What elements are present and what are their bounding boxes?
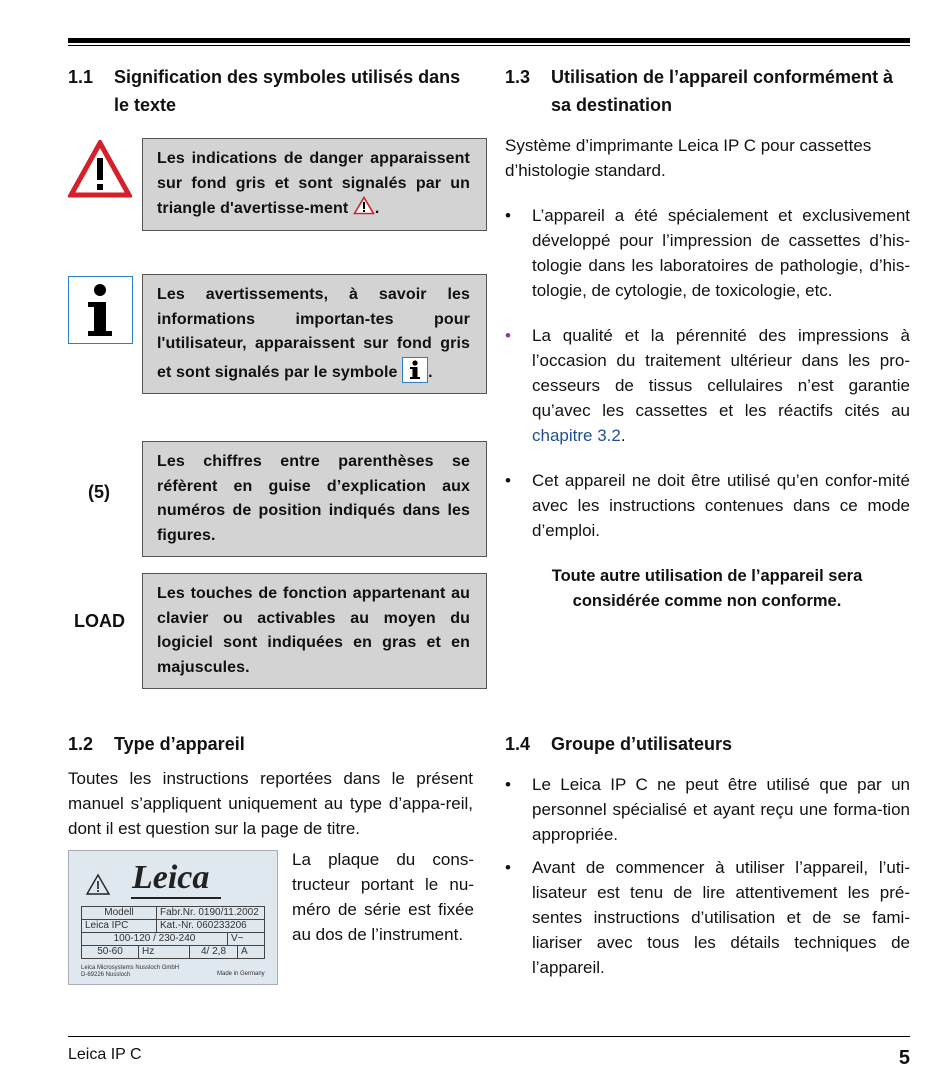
keys-example-label: LOAD	[74, 611, 125, 631]
numbers-note-box: Les chiffres entre parenthèses se réfèrent en guise d’explication aux numéros de position indiqués dans les figures.	[142, 441, 487, 557]
section-1-3-list-2	[505, 323, 910, 448]
top-rule-thin	[68, 45, 910, 46]
danger-triangle-small-icon	[353, 196, 375, 215]
footer-product-name: Leica IP C	[68, 1046, 142, 1063]
section-1-2-heading: 1.2 Type d’appareil	[68, 734, 245, 754]
section-1-4-list	[505, 772, 910, 980]
danger-note-box: Les indications de danger apparaissent sur fond gris et sont signalés par un triangle d'avertisse-ment .	[142, 138, 487, 231]
list-item: • La qualité et la pérennité des impressions à l’occasion du traitement ultérieur dans les pro-cesseurs de tissus cellulaires n’est garantie qu’avec les cassettes et les réactifs cités au chapitre 3.2.	[505, 326, 910, 445]
list-item: • Cet appareil ne doit être utilisé qu’en confor-mité avec les instructions contenues dans ce mode d’emploi.	[505, 471, 910, 540]
nameplate-origin: Made in Germany	[217, 971, 265, 977]
top-rule	[68, 38, 910, 43]
chapter-link[interactable]: chapitre 3.2	[532, 426, 621, 445]
nameplate-manufacturer: Leica Microsystems Nussloch GmbH D-69226 Nussloch	[81, 965, 180, 978]
section-1-4-heading: 1.4 Groupe d’utilisateurs	[505, 734, 733, 754]
section-1-3-intro: Système d’imprimante Leica IP C pour cassettes d’histologie standard.	[505, 136, 872, 180]
info-small-icon	[402, 357, 428, 383]
nameplate-image	[68, 850, 278, 985]
keys-note-box: Les touches de fonction appartenant au clavier ou activables au moyen du logiciel sont indiquées en gras et en majuscules.	[142, 573, 487, 689]
numbers-example-label: (5)	[88, 482, 110, 502]
section-1-2-paragraph: Toutes les instructions reportées dans le présent manuel s’appliquent uniquement au type d’appa-reil, dont il est question sur la page de titre.	[68, 769, 473, 838]
logo-underline	[131, 897, 221, 899]
nameplate-row: 50-60 Hz 4/ 2,8 A	[82, 946, 264, 958]
nameplate-table	[81, 906, 265, 959]
section-1-3-list	[505, 203, 910, 303]
leica-logo: Leica	[132, 859, 210, 896]
nameplate-paragraph: La plaque du cons-tructeur portant le nu-méro de série est fixée au dos de l’instrument.	[292, 850, 474, 944]
warning-triangle-icon	[85, 873, 111, 896]
nameplate-row: Modell Fabr.Nr. 0190/11.2002	[82, 907, 264, 920]
nameplate-row: 100-120 / 230-240 V~	[82, 933, 264, 946]
list-item: • Le Leica IP C ne peut être utilisé que par un personnel spécialisé et ayant reçu une forma-tion appropriée.	[505, 775, 910, 844]
danger-triangle-icon	[68, 140, 132, 198]
list-item: • L’appareil a été spécialement et exclusivement développé pour l’impression de cassettes d’his-tologie dans les laboratoires de pathologie, d’his-tologie, de cytologie, de toxicologie, etc.	[505, 206, 910, 300]
footer-rule	[68, 1036, 910, 1037]
list-item: • Avant de commencer à utiliser l’appareil, l’uti-lisateur est tenu de lire attentivement les pré-sentes instructions d’utilisation et de se fami-liariser avec tous les détails techniques de l’appareil.	[505, 858, 910, 977]
section-1-3-list-3	[505, 468, 910, 543]
nameplate-row: Leica IPC Kat.-Nr. 060233206	[82, 920, 264, 933]
info-note-box: Les avertissements, à savoir les informations importan-tes pour l'utilisateur, apparaissent sur fond gris et sont signalés par le symbole .	[142, 274, 487, 394]
page-number: 5	[898, 1047, 910, 1069]
section-1-1-heading: 1.1 Signification des symboles utilisés dans le texte	[68, 67, 461, 115]
section-1-3-heading: 1.3 Utilisation de l’appareil conformément à sa destination	[505, 67, 894, 115]
non-conform-warning: Toute autre utilisation de l’appareil sera considérée comme non conforme.	[551, 567, 863, 610]
info-icon	[68, 276, 133, 344]
